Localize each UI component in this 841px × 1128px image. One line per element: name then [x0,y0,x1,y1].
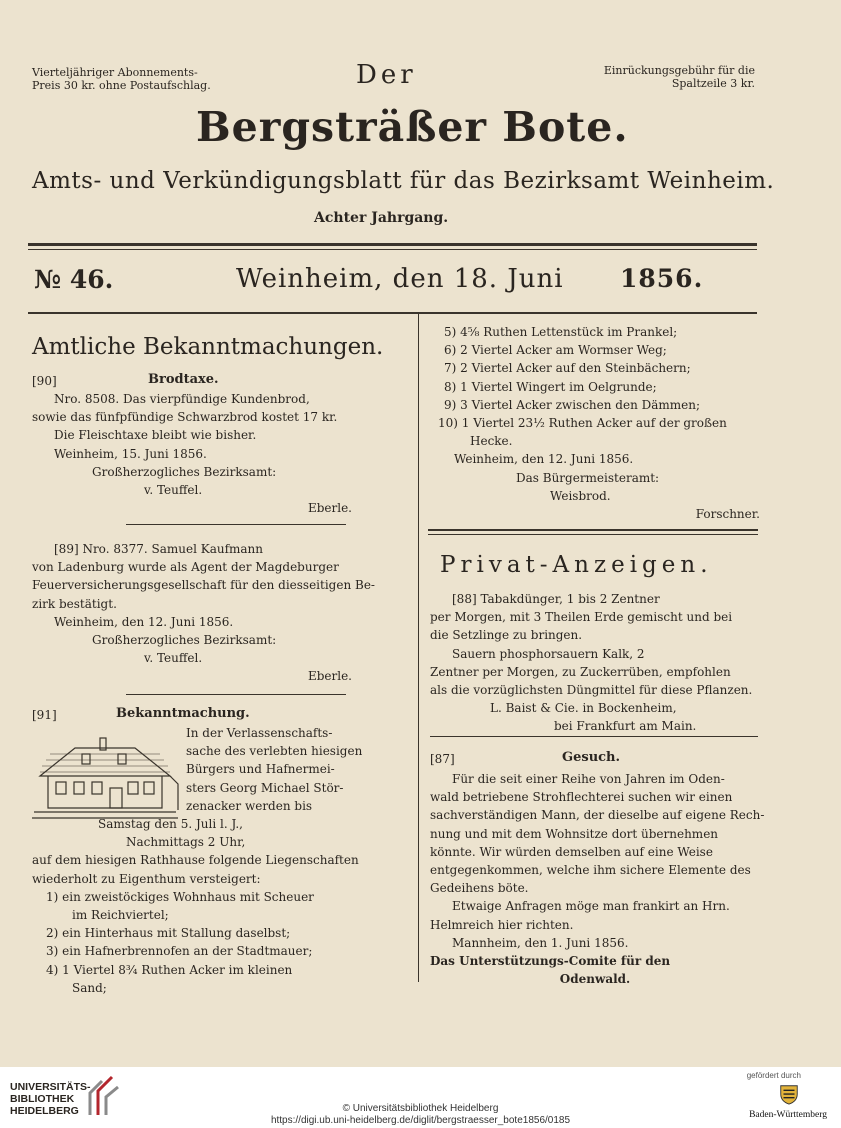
subscription-note-line: Preis 30 kr. ohne Postaufschlag. [32,79,211,92]
text-line: Etwaige Anfragen möge man frankirt an Hrn. [452,899,730,914]
text-line: die Setzlinge zu bringen. [430,628,583,643]
text-line: sachverständigen Mann, der dieselbe auf eigene Rech- [430,808,765,823]
library-name-line: UNIVERSITÄTS- [10,1081,91,1093]
list-item: 4) 1 Viertel 8¾ Ruthen Acker im kleinen [46,962,293,977]
house-woodcut [30,726,180,822]
text-line: Weinheim, den 12. Juni 1856. [454,452,634,467]
copyright-text: © Universitätsbibliothek Heidelberg [342,1103,499,1114]
text-line: In der Verlassenschafts- [186,726,333,740]
notice-89-body [32,540,375,686]
library-name-line: HEIDELBERG [10,1105,79,1117]
list-item: 1) ein zweistöckiges Wohnhaus mit Scheuer [46,889,314,904]
text-line: entgegenkommen, welche ihm sichere Elemente des [430,863,751,878]
list-item: 6) 2 Viertel Acker am Wormser Weg; [444,343,667,358]
signature-line: Eberle. [307,669,352,684]
text-line: Mannheim, den 1. Juni 1856. [452,935,629,950]
signature-line: Forschner. [695,507,760,522]
text-line: als die vorzüglichsten Düngmittel für diese Pflanzen. [430,683,753,698]
text-line: Weinheim, den 12. Juni 1856. [54,614,234,629]
masthead-rule-thin [28,249,757,250]
issue-number: № 46. [34,265,114,294]
text-line: Helmreich hier richten. [430,917,574,932]
text-line: sache des verlebten hiesigen [186,744,363,759]
date-rule [28,312,757,314]
text-line: von Ladenburg wurde als Agent der Magdeburger [32,560,339,575]
funded-by-label: gefördert durch [746,1071,801,1080]
library-name-line: BIBLIOTHEK [10,1093,75,1105]
place-date: Weinheim, den 18. Juni [236,264,564,294]
section-title-official: Amtliche Bekanntmachungen. [32,334,384,360]
ad-87-body [430,770,765,988]
insertion-note [604,64,755,90]
text-line: Für die seit einer Reihe von Jahren im Oden- [452,772,725,786]
text-line: wald betriebene Strohflechterei suchen wir einen [430,790,733,805]
text-line: sters Georg Michael Stör- [186,780,344,795]
state-name: Baden-Württemberg [749,1110,827,1120]
text-line: Samstag den 5. Juli l. J., [98,817,243,831]
signature-line: Das Unterstützungs-Comite für den [430,954,671,969]
column-divider [418,314,419,982]
section-rule-thin [428,534,758,535]
text-line: auf dem hiesigen Rathhause folgende Liegenschaften [32,853,359,868]
notice-90-heading: Brodtaxe. [148,372,219,387]
list-item: 3) ein Hafnerbrennofen an der Stadtmauer; [46,944,313,959]
text-line: Bürgers und Hafnermei- [186,762,335,777]
text-line: [89] Nro. 8377. Samuel Kaufmann [54,542,264,556]
text-line: zenacker werden bis [186,798,313,813]
separator [126,524,346,525]
text-line: Nro. 8508. Das vierpfündige Kundenbrod, [54,392,310,406]
volume-label: Achter Jahrgang. [314,210,449,226]
text-line: wiederholt zu Eigenthum versteigert: [32,871,261,886]
list-item: 10) 1 Viertel 23½ Ruthen Acker auf der großen [438,416,727,431]
text-line: Das Bürgermeisteramt: [516,470,660,485]
signature-line: bei Frankfurt am Main. [554,719,697,734]
list-item: Sand; [72,980,107,995]
list-item: im Reichviertel; [72,908,169,923]
text-line: nung und mit dem Wohnsitze dort übernehmen [430,826,719,841]
newspaper-subtitle: Amts- und Verkündigungsblatt für das Bezirksamt Weinheim. [32,168,775,194]
signature-line: Eberle. [307,501,352,516]
ad-87-heading: Gesuch. [562,750,621,765]
signature-line: v. Teuffel. [144,483,203,498]
list-item: 2) ein Hinterhaus mit Stallung daselbst; [46,926,291,941]
subscription-note-line: Vierteljähriger Abonnements- [32,66,198,79]
text-line: Weinheim, 15. Juni 1856. [54,446,207,461]
section-rule-thick [428,529,758,531]
newspaper-title: Bergsträßer Bote. [196,103,629,151]
text-line: Feuerversicherungsgesellschaft für den diesseitigen Be- [32,578,375,593]
signature-line: v. Teuffel. [144,651,203,666]
footer-bar [0,1067,841,1128]
text-line: Zentner per Morgen, zu Zuckerrüben, empfohlen [430,664,731,679]
text-line: Großherzogliches Bezirksamt: [92,464,277,479]
state-coat-of-arms-icon [778,1083,800,1105]
text-line: Die Fleischtaxe bleibt wie bisher. [54,428,257,443]
subscription-note [32,66,211,92]
list-item: 8) 1 Viertel Wingert im Oelgrunde; [444,379,657,394]
signature-line: Weisbrod. [550,488,611,503]
masthead-rule-thick [28,243,757,246]
ad-88-body [430,590,760,736]
list-item: 5) 4⅝ Ruthen Lettenstück im Prankel; [444,325,678,339]
section-title-private: Privat-Anzeigen. [440,552,713,578]
list-item: 9) 3 Viertel Acker zwischen den Dämmen; [444,397,701,412]
notice-91-id: [91] [32,708,57,722]
ad-87-id: [87] [430,752,455,766]
text-line: Sauern phosphorsauern Kalk, 2 [452,646,645,661]
list-item: Hecke. [470,434,513,449]
insertion-note-line: Spaltzeile 3 kr. [671,77,755,90]
separator [430,736,758,737]
signature-line: L. Baist & Cie. in Bockenheim, [490,701,677,716]
signature-line: Odenwald. [559,972,631,987]
notice-91-continued [430,323,760,523]
notice-90-id: [90] [32,374,57,388]
notice-91-wrap-text [186,724,363,815]
notice-91-body [32,815,359,997]
notice-90-body [32,390,352,517]
text-line: per Morgen, mit 3 Theilen Erde gemischt und bei [430,610,733,625]
insertion-note-line: Einrückungsgebühr für die [603,64,755,77]
text-line: sowie das fünfpfündige Schwarzbrod kostet 17 kr. [32,410,338,425]
text-line: Nachmittags 2 Uhr, [126,835,246,850]
text-line: zirk bestätigt. [32,596,117,611]
digital-library-link[interactable]: https://digi.ub.uni-heidelberg.de/diglit/bergstraesser_bote1856/0185 [270,1115,571,1126]
text-line: [88] Tabakdünger, 1 bis 2 Zentner [452,592,660,606]
notice-91-heading: Bekanntmachung. [116,706,250,721]
masthead-article: Der [356,60,417,90]
text-line: Großherzogliches Bezirksamt: [92,633,277,648]
text-line: könnte. Wir würden demselben auf eine Weise [430,844,713,859]
separator [126,694,346,695]
issue-year: 1856. [620,264,704,293]
list-item: 7) 2 Viertel Acker auf den Steinbächern; [444,361,691,376]
text-line: Gedeihens böte. [430,881,529,896]
